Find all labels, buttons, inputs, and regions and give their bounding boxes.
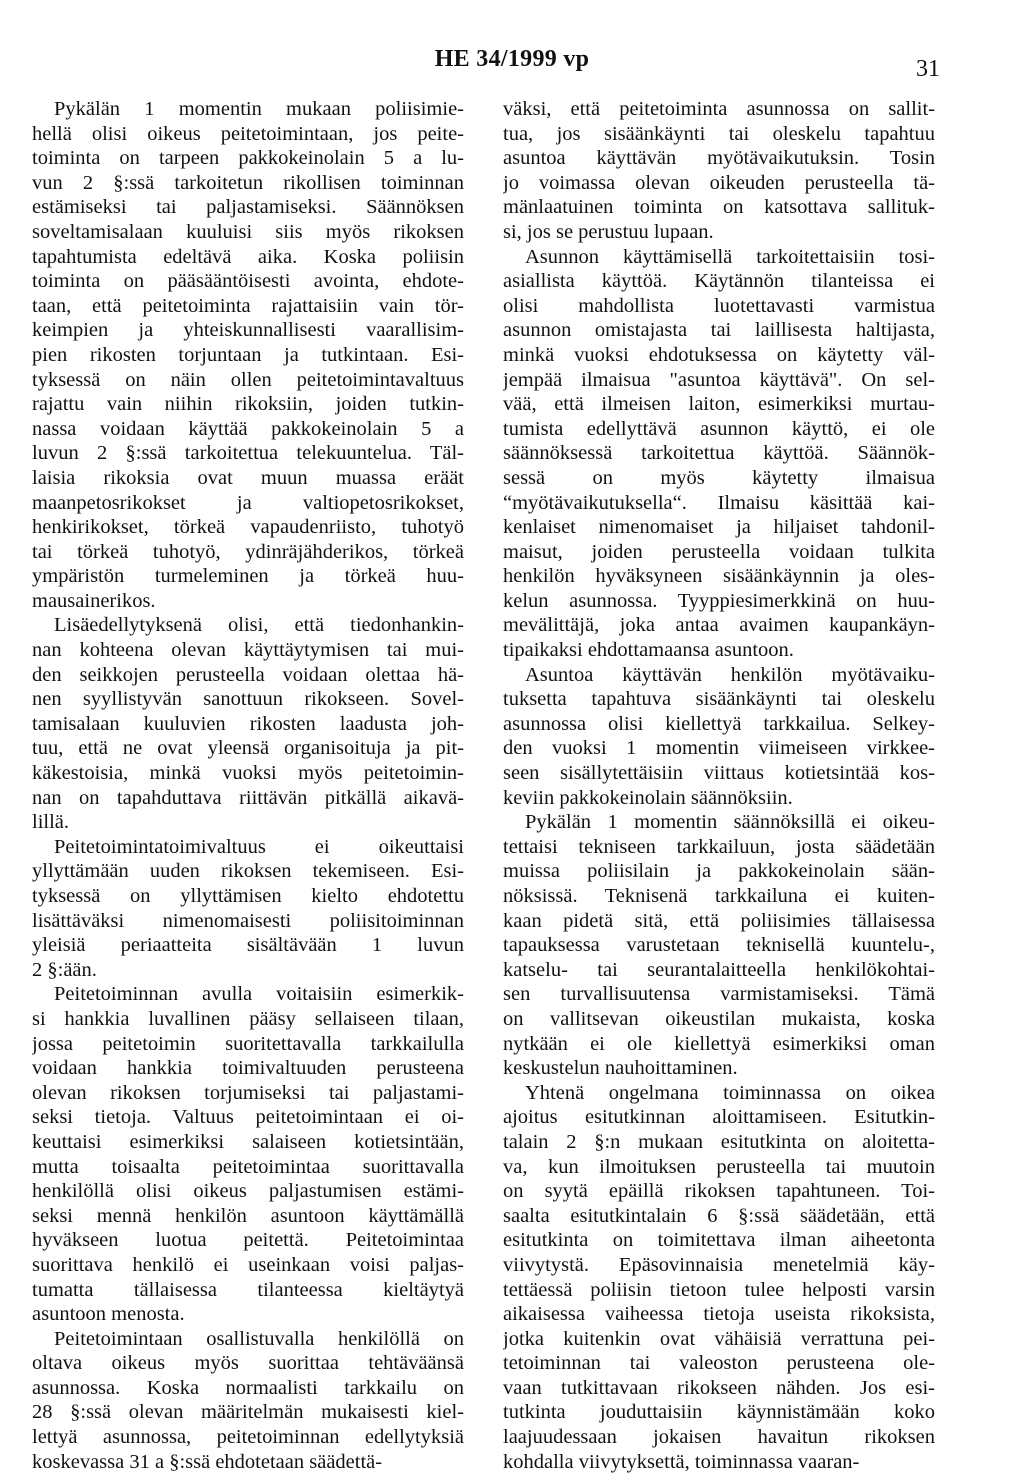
text-line: jo voimassa olevan oikeuden perusteella tä- bbox=[503, 171, 935, 194]
text-line: soveltamisalaan kuuluisi siis myös rikoksen bbox=[32, 220, 464, 243]
text-line: nan kohteena olevan käyttäytymisen tai mui- bbox=[32, 639, 464, 662]
text-line: esitutkinta on toimitettava ilman aiheetonta bbox=[503, 1229, 935, 1252]
text-line: on syytä epäillä rikoksen tapahtuneen. Toi- bbox=[503, 1180, 935, 1203]
text-line: tumista edellyttävä asunnon käyttö, ei ole bbox=[503, 417, 935, 440]
text-line: koskevassa 31 a §:ssä ehdotetaan säädettä- bbox=[32, 1450, 383, 1473]
text-line: asunnon omistajasta tai laillisesta haltijasta, bbox=[503, 319, 935, 342]
paragraph bbox=[32, 1327, 464, 1474]
text-line: asunnossa. Koska normaalisti tarkkailu on bbox=[32, 1376, 464, 1399]
text-line: den vuoksi 1 momentin viimeiseen virkkee- bbox=[503, 737, 935, 760]
text-line: den seikkojen perusteella voidaan olettaa hä- bbox=[32, 663, 464, 686]
text-line: tetoiminnan tai valeoston perusteena ole- bbox=[503, 1352, 935, 1375]
text-line: mänlaatuinen toiminta on katsottava sallituk- bbox=[503, 196, 935, 219]
paragraph bbox=[503, 810, 935, 1081]
paragraph bbox=[32, 613, 464, 834]
text-line: sessä on myös käytetty ilmaisua bbox=[503, 466, 935, 489]
text-line: yllyttämään uuden rikoksen tekemiseen. Esi- bbox=[32, 860, 464, 883]
text-line: mevälittäjä, joka antaa avaimen kaupankäyn- bbox=[503, 614, 935, 637]
text-line: hyväkseen luotua peitettä. Peitetoimintaa bbox=[32, 1229, 464, 1252]
page-number: 31 bbox=[916, 56, 940, 82]
paragraph bbox=[32, 97, 464, 613]
text-line: nan on tapahduttava riittävän pitkällä aikavä- bbox=[32, 786, 464, 809]
paragraph bbox=[503, 97, 935, 245]
text-line: estämiseksi tai paljastamiseksi. Säännöksen bbox=[32, 196, 464, 219]
text-line: vaan tutkittavaan rikokseen nähden. Jos esi- bbox=[503, 1376, 935, 1399]
text-line: henkilöllä olisi oikeus paljastumisen estämi- bbox=[32, 1180, 464, 1203]
text-line: kohdalla viivytyksettä, toiminnassa vaaran- bbox=[503, 1450, 860, 1473]
text-line: toiminta on pääsääntöisesti avointa, ehdote- bbox=[32, 270, 464, 293]
text-line: va, kun ilmoituksen perusteella tai muutoin bbox=[503, 1155, 935, 1178]
text-line: jempää ilmaisua "asuntoa käyttävä". On sel- bbox=[503, 368, 935, 391]
text-line: henkirikokset, törkeä vapaudenriisto, tuhotyö bbox=[32, 516, 464, 539]
text-line: tyksessä on yllyttämisen kielto ehdotettu bbox=[32, 885, 464, 907]
text-line: si, jos se perustuu lupaan. bbox=[503, 220, 714, 243]
paragraph bbox=[503, 1081, 935, 1474]
text-line: Asuntoa käyttävän henkilön myötävaiku- bbox=[525, 663, 935, 686]
text-line: tamisalaan kuuluvien rikosten laadusta joh- bbox=[32, 712, 464, 735]
text-line: asunnossa olisi kiellettyä tarkkailua. Selkey- bbox=[503, 712, 935, 735]
paragraph bbox=[32, 835, 464, 983]
text-line: muissa poliisilain ja pakkokeinolain sään- bbox=[503, 860, 935, 883]
text-line: keskustelun nauhoittaminen. bbox=[503, 1057, 738, 1080]
text-line: on vallitsevan oikeustilan mukaista, koska bbox=[503, 1007, 935, 1030]
text-line: tuksetta tapahtuva sisäänkäynti tai oleskelu bbox=[503, 688, 935, 711]
text-line: olevan rikoksen torjumiseksi tai paljastami- bbox=[32, 1081, 464, 1104]
text-line: 2 §:ään. bbox=[32, 958, 97, 981]
right-text-column bbox=[503, 97, 935, 1474]
text-line: “myötävaikutuksella“. Ilmaisu käsittää kai- bbox=[503, 491, 935, 514]
text-line: tapahtumista edeltävä aika. Koska poliisin bbox=[32, 245, 464, 268]
text-line: pien rikosten torjuntaan ja tutkintaan. Esi- bbox=[32, 343, 464, 366]
text-line: vää, että ilmeisen laiton, esimerkiksi murtau- bbox=[503, 393, 935, 416]
document-title: HE 34/1999 vp bbox=[434, 46, 590, 72]
text-line: nöksissä. Teknisenä tarkkailuna ei kuiten- bbox=[503, 885, 935, 907]
paragraph bbox=[503, 245, 935, 663]
text-line: seksi tietoja. Valtuus peitetoimintaan ei oi- bbox=[32, 1106, 464, 1129]
text-line: laajuudessaan jokaisen havaitun rikoksen bbox=[503, 1426, 935, 1449]
text-line: mausainerikos. bbox=[32, 589, 156, 612]
text-line: maisut, joiden perusteella voidaan tulkita bbox=[503, 540, 935, 563]
text-line: luvun 2 §:ssä tarkoitettua telekuuntelua. Täl- bbox=[32, 442, 464, 465]
text-line: Pykälän 1 momentin säännöksillä ei oikeu- bbox=[525, 811, 935, 834]
text-line: laisia rikoksia ovat muun muassa eräät bbox=[32, 466, 464, 489]
page-header bbox=[0, 46, 1024, 86]
text-line: mutta toisaalta peitetoimintaa suorittavalla bbox=[32, 1155, 464, 1178]
text-line: keimpien ja yhteiskunnallisesti vaarallisim- bbox=[32, 319, 464, 342]
text-line: saalta esitutkintalain 6 §:ssä säädetään, että bbox=[503, 1204, 935, 1227]
text-line: Asunnon käyttämisellä tarkoitettaisiin tosi- bbox=[525, 245, 935, 268]
text-line: Peitetoimintaan osallistuvalla henkilöllä on bbox=[54, 1327, 464, 1350]
text-line: tettaisi tekniseen tarkkailuun, josta säädetään bbox=[503, 835, 935, 858]
text-line: tapauksessa varustetaan teknisellä kuuntelu-, bbox=[503, 934, 935, 957]
text-line: nassa voidaan käyttää pakkokeinolain 5 a bbox=[32, 417, 464, 440]
text-line: 28 §:ssä olevan määritelmän mukaisesti kiel- bbox=[32, 1401, 464, 1424]
text-line: ympäristön turmeleminen ja törkeä huu- bbox=[32, 565, 464, 588]
text-line: jossa peitetoimin suoritettavalla tarkkailulla bbox=[32, 1032, 464, 1055]
text-line: suorittava henkilö ei useinkaan voisi paljas- bbox=[32, 1253, 464, 1276]
text-line: tuu, että ne ovat yleensä organisoituja ja pit- bbox=[32, 737, 464, 760]
text-line: tyksessä on näin ollen peitetoimintavaltuus bbox=[32, 368, 464, 391]
text-line: Peitetoimintatoimivaltuus ei oikeuttaisi bbox=[54, 835, 464, 858]
text-line: lisättäväksi nimenomaisesti poliisitoiminnan bbox=[32, 909, 464, 932]
text-line: kenlaiset nimenomaiset ja hiljaiset tahdonil- bbox=[503, 516, 935, 539]
text-line: väksi, että peitetoiminta asunnossa on sallit- bbox=[503, 98, 935, 120]
text-line: keuttaisi esimerkiksi salaiseen kotietsintään, bbox=[32, 1130, 464, 1153]
text-line: tettäessä poliisin tietoon tulee helposti varsin bbox=[503, 1278, 935, 1301]
text-line: kaan pidetä sitä, että poliisimies tällaisessa bbox=[503, 909, 935, 932]
text-line: vun 2 §:ssä tarkoitetun rikollisen toiminnan bbox=[32, 171, 464, 194]
text-line: tutkinta jouduttaisiin käynnistämään koko bbox=[503, 1401, 935, 1424]
text-line: tai törkeä tuhotyö, ydinräjähderikos, törkeä bbox=[32, 540, 464, 563]
paragraph bbox=[32, 982, 464, 1326]
text-line: minkä vuoksi ehdotuksessa on käytetty väl- bbox=[503, 343, 935, 366]
text-line: kelun asunnossa. Tyyppiesimerkkinä on huu- bbox=[503, 589, 935, 612]
text-line: hellä olisi oikeus peitetoimintaan, jos peite- bbox=[32, 122, 464, 145]
left-text-column bbox=[32, 97, 464, 1474]
text-line: keviin pakkokeinolain säännöksiin. bbox=[503, 786, 793, 809]
text-line: ajoitus esitutkinnan aloittamiseen. Esitutkin- bbox=[503, 1106, 935, 1129]
text-line: henkilön hyväksyneen sisäänkäynnin ja oles- bbox=[503, 565, 935, 588]
text-line: Yhtenä ongelmana toiminnassa on oikea bbox=[525, 1081, 935, 1104]
text-line: rajattu vain niihin rikoksiin, joiden tutkin- bbox=[32, 393, 464, 416]
text-line: taan, että peitetoiminta rajattaisiin vain tör- bbox=[32, 294, 464, 317]
text-line: lettyä asunnossa, peitetoiminnan edellytyksiä bbox=[32, 1426, 464, 1449]
text-line: käkestoisia, minkä vuoksi myös peitetoimin- bbox=[32, 762, 464, 785]
text-line: lillä. bbox=[32, 811, 70, 834]
text-line: olisi mahdollista luotettavasti varmistua bbox=[503, 294, 935, 317]
text-line: Lisäedellytyksenä olisi, että tiedonhankin- bbox=[54, 614, 464, 637]
text-line: tipaikaksi ehdottamaansa asuntoon. bbox=[503, 639, 794, 662]
text-line: aikaisessa vaiheessa tietoja useista rikoksista, bbox=[503, 1303, 935, 1326]
text-line: asuntoon menosta. bbox=[32, 1303, 185, 1326]
text-line: asiallista käyttöä. Käytännön tilanteissa ei bbox=[503, 270, 935, 293]
text-line: talain 2 §:n mukaan esitutkinta on aloitetta- bbox=[503, 1130, 935, 1153]
text-line: seksi mennä henkilön asuntoon käyttämällä bbox=[32, 1204, 464, 1227]
text-line: nytkään ei ole kiellettyä esimerkiksi oman bbox=[503, 1032, 935, 1055]
text-line: säännöksessä tarkoitettua käyttöä. Säännök- bbox=[503, 442, 935, 465]
text-line: jotka kuitenkin ovat vähäisiä verrattuna pei- bbox=[503, 1327, 935, 1350]
text-line: viivytystä. Epäsovinnaisia menetelmiä käy- bbox=[503, 1253, 935, 1276]
text-line: maanpetosrikokset ja valtiopetosrikokset, bbox=[32, 491, 464, 514]
text-line: katselu- tai seurantalaitteella henkilökohtai- bbox=[503, 958, 935, 981]
text-line: Pykälän 1 momentin mukaan poliisimie- bbox=[54, 98, 464, 120]
paragraph bbox=[503, 663, 935, 811]
text-line: sen turvallisuutensa varmistamiseksi. Tämä bbox=[503, 983, 935, 1006]
text-line: voidaan hankkia toimivaltuuden perusteena bbox=[32, 1057, 464, 1080]
text-line: asuntoa käyttävän myötävaikutuksin. Tosin bbox=[503, 147, 935, 170]
text-line: si hankkia luvallinen pääsy sellaiseen tilaan, bbox=[32, 1007, 464, 1030]
text-line: seen sisällytettäisiin viittaus kotietsintää kos- bbox=[503, 762, 935, 785]
text-line: tua, jos sisäänkäynti tai oleskelu tapahtuu bbox=[503, 122, 935, 145]
text-line: nen syyllistyvän sanottuun rikokseen. Sovel- bbox=[32, 688, 464, 711]
text-line: toiminta on tarpeen pakkokeinolain 5 a lu- bbox=[32, 147, 464, 170]
text-line: tumatta tällaisessa tilanteessa kieltäytyä bbox=[32, 1278, 464, 1301]
text-line: yleisiä periaatteita sisältävään 1 luvun bbox=[32, 934, 464, 957]
text-line: Peitetoiminnan avulla voitaisiin esimerkik- bbox=[54, 983, 464, 1006]
text-line: oltava oikeus myös suorittaa tehtäväänsä bbox=[32, 1352, 464, 1375]
